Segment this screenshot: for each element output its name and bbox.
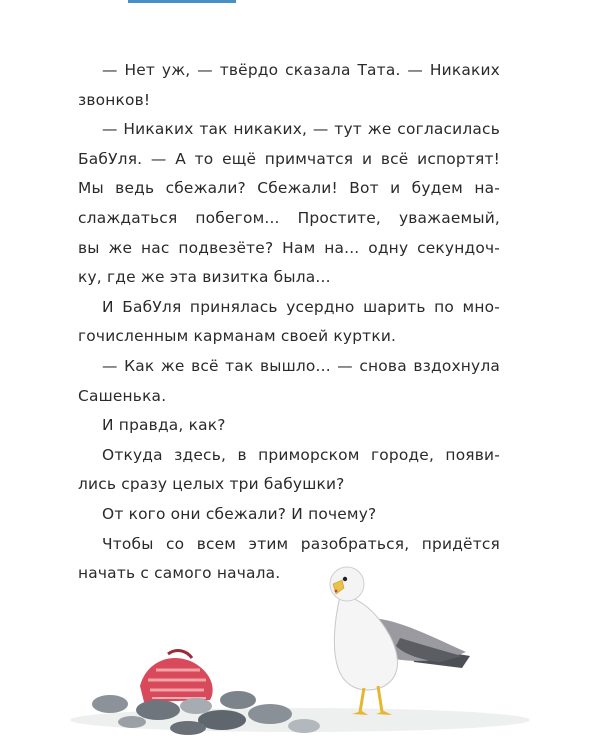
text-line: И правда, как? <box>102 416 226 435</box>
shell-icon <box>140 651 213 702</box>
text-line: Сашенька. <box>78 386 167 405</box>
text-line: Мы ведь сбежали? Сбежали! Вот и будем на- <box>78 179 500 198</box>
text-line: начать с самого начала. <box>78 564 281 583</box>
text-line: От кого они сбежали? И почему? <box>102 504 377 523</box>
text-line: И БабУля принялась усердно шарить по мно- <box>102 297 500 316</box>
seagull-icon <box>330 567 470 715</box>
text-line: слаждаться побегом... Простите, уважаемый, <box>78 208 500 227</box>
text-line: — Нет уж, — твёрдо сказала Тата. — Никаких <box>102 61 500 79</box>
text-line: Чтобы со всем этим разобраться, придётся <box>102 534 500 553</box>
text-line: — Как же всё так вышло... — снова вздохнула <box>102 356 500 375</box>
text-line: Откуда здесь, в приморском городе, появи- <box>102 445 500 464</box>
text-line: вы же нас подвезёте? Нам на... одну секундоч- <box>78 238 500 257</box>
text-line: лись сразу целых три бабушки? <box>78 475 345 494</box>
text-line: БабУля. — А то ещё примчатся и всё испортят! <box>78 149 500 168</box>
story-text <box>78 56 500 589</box>
text-line: звонков! <box>78 90 151 109</box>
top-accent-tab <box>128 0 236 3</box>
text-line: гочисленным карманам своей куртки. <box>78 327 397 346</box>
text-line: — Никаких так никаких, — тут же согласилась <box>102 120 500 139</box>
text-line: ку, где же эта визитка была... <box>78 268 331 287</box>
beach-illustration <box>0 540 600 750</box>
